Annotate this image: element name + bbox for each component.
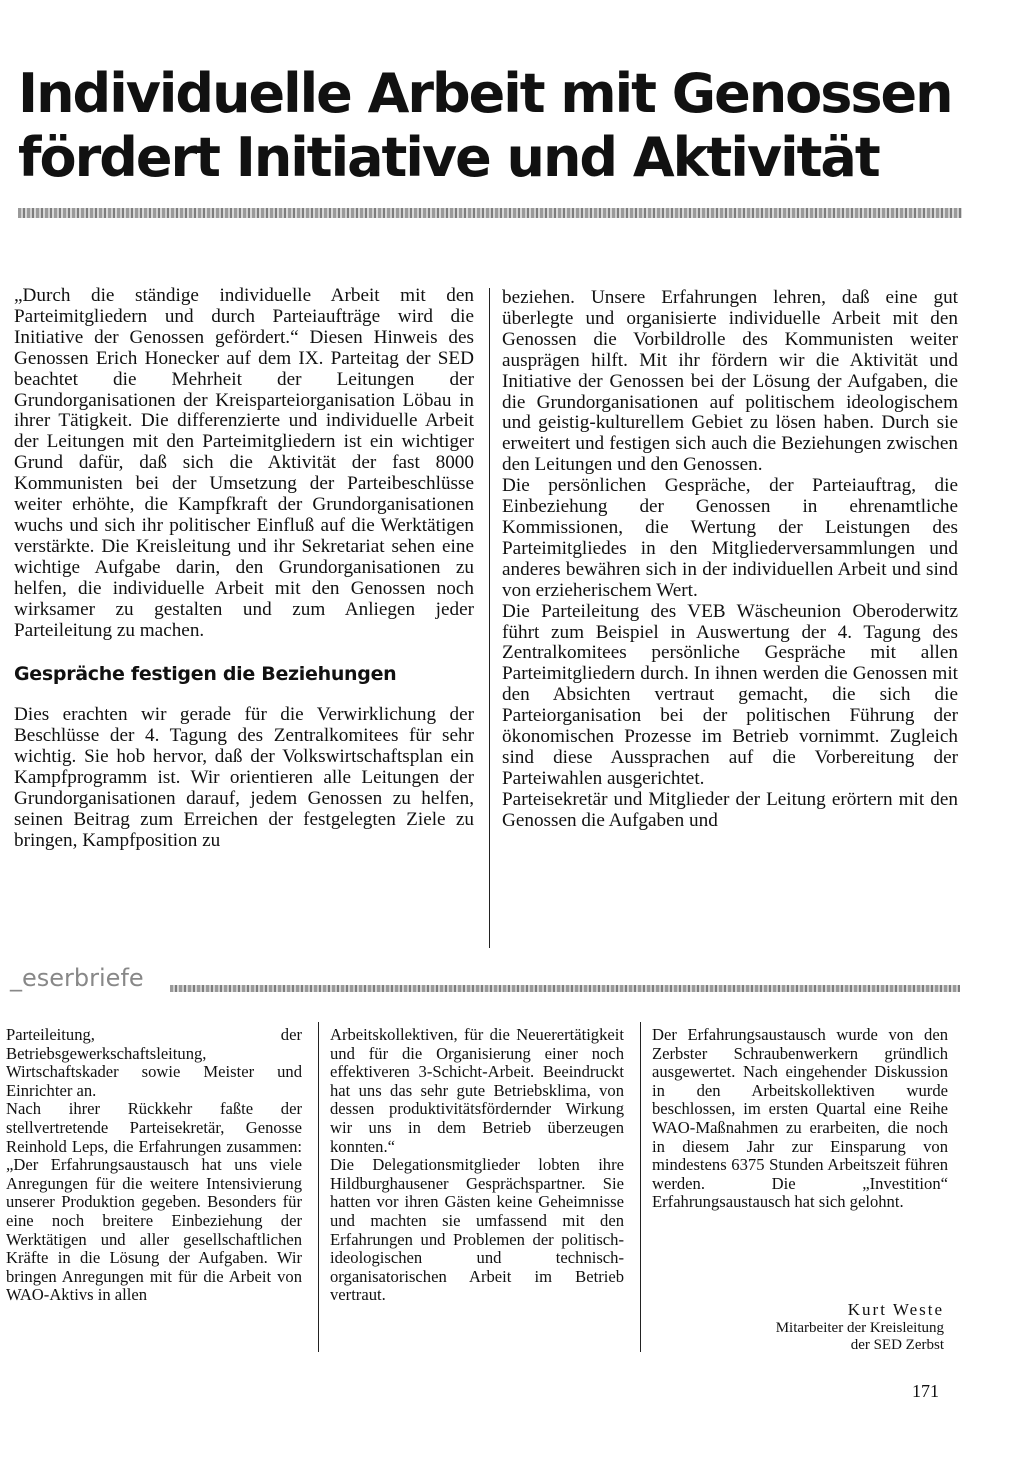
- letter-signature: [776, 1300, 944, 1354]
- article-subheading: Gespräche festigen die Beziehungen: [14, 663, 397, 686]
- letters-section-label: _eserbriefe: [10, 964, 144, 992]
- article-paragraph: Parteisekretär und Mitglieder der Leitung erörtern mit den Genossen die Aufgaben und: [502, 788, 958, 831]
- letter-paragraph: Die Delegationsmitglieder lobten ihre Hildburghausener Gesprächspartner. Sie hatten vor ihren Gästen keine Geheimnisse und machten sie umfassend mit den Erfahrungen und Problemen der politisch-ideologischen und technisch-organisatorischen Arbeit im Betrieb vertraut.: [330, 1155, 624, 1305]
- article-paragraph: „Durch die ständige individuelle Arbeit mit den Parteimitgliedern und durch Parteiaufträge wird die Initiative der Genossen gefördert.“ Diesen Hinweis des Genossen Erich Honecker auf dem IX. Parteitag der SED beachtet die Mehrheit der Leitungen der Grundorganisationen der Kreisparteiorganisation Löbau in ihrer Tätigkeit. Die differenzierte und individuelle Arbeit der Leitungen mit den Parteimitgliedern ist ein wichtiger Grund dafür, daß sich die Aktivität der fast 8000 Kommunisten bei der Umsetzung der Parteibeschlüsse weiter erhöhte, die Kampfkraft der Grundorganisationen wuchs und sich ihr politischer Einfluß auf die Werktätigen verstärkte. Die Kreisleitung und ihr Sekretariat sehen eine wichtige Aufgabe darin, den Grundorganisationen zu helfen, die individuelle Arbeit mit den Genossen noch wirksamer zu gestalten und zum Anliegen jeder Parteileitung zu machen.: [14, 285, 474, 641]
- letter-paragraph: Parteileitung, der Betriebsgewerkschaftsleitung, Wirtschaftskader sowie Meister und Einrichter an.: [6, 1025, 302, 1100]
- letter-column-3: [652, 1026, 948, 1212]
- article-paragraph: Dies erachten wir gerade für die Verwirklichung der Beschlüsse der 4. Tagung des Zentralkomitees für sehr wichtig. Sie hob hervor, daß der Volkswirtschaftsplan ein Kampfprogramm ist. Wir orientieren alle Leitungen der Grundorganisationen darauf, jedem Genossen zu helfen, seinen Beitrag zum Erreichen der festgelegten Ziele zu bringen, Kampfposition zu: [14, 704, 474, 851]
- article-headline: Individuelle Arbeit mit Genossen fördert Initiative und Aktivität: [18, 62, 952, 189]
- article-column-2: [502, 288, 958, 832]
- letter-paragraph: Der Erfahrungsaustausch wurde von den Zerbster Schraubenwerkern gründlich ausgewertet. Nach eingehender Diskussion in den Arbeitskollektiven wurde beschlossen, im ersten Quartal eine Reihe WAO-Maßnahmen zu erarbeiten, die noch in diesem Jahr zur Einsparung von mindestens 6375 Stunden Arbeitszeit führen werden. Die „Investition“ Erfahrungsaustausch hat sich gelohnt.: [652, 1025, 948, 1212]
- article-paragraph: Die persönlichen Gespräche, der Parteiauftrag, die Einbeziehung der Genossen in ehrenamtliche Kommissionen, die Wertung der Leistungen des Parteimitgliedes in den Mitgliederversammlungen und anderes bewähren sich in der individuellen Arbeit und sind von erzieherischem Wert.: [502, 475, 958, 601]
- letter-paragraph: Arbeitskollektiven, für die Neuerertätigkeit und für die Organisierung einer noch effektiveren 3-Schicht-Arbeit. Beeindruckt hat uns das sehr gute Betriebsklima, von dessen produktivitätsfördernder Wirkung wir uns in dem Betrieb überzeugen konnten.“: [330, 1025, 624, 1156]
- page-number: 171: [912, 1381, 939, 1401]
- letter-column-divider: [318, 1022, 319, 1352]
- column-divider: [489, 288, 490, 948]
- article-paragraph: Die Parteileitung des VEB Wäscheunion Oberoderwitz führt zum Beispiel in Auswertung der 4. Tagung des Zentralkomitees persönliche Gespräche mit allen Parteimitgliedern durch. In ihnen werden die Genossen mit den Absichten vertraut gemacht, die sich die Parteiorganisation bei der politischen Führung der ökonomischen Prozesse im Betrieb vornimmt. Zugleich sind diese Aussprachen auf die Vorbereitung der Parteiwahlen ausgerichtet.: [502, 600, 958, 789]
- letter-column-divider: [640, 1022, 641, 1352]
- author-organization: der SED Zerbst: [850, 1337, 944, 1353]
- article-paragraph: beziehen. Unsere Erfahrungen lehren, daß eine gut überlegte und organisierte individuelle Arbeit mit den Genossen die Vorbildrolle des Kommunisten weiter ausprägen hilft. Mit ihr fördern wir die Aktivität und Initiative der Genossen bei der Lösung der Aufgaben, die die Grundorganisationen auf politischem ideologischem und geistig-kulturellem Gebiet zu lösen haben. Durch sie erweitert und festigen sich auch die Beziehungen zwischen den Leitungen und den Genossen.: [502, 287, 958, 476]
- article-column-1: [14, 286, 474, 852]
- author-role: Mitarbeiter der Kreisleitung: [775, 1320, 944, 1336]
- letter-column-1: [6, 1026, 302, 1305]
- letter-paragraph: Nach ihrer Rückkehr faßte der stellvertretende Parteisekretär, Genosse Reinhold Leps, die Erfahrungen zusammen: „Der Erfahrungsaustausch hat uns viele Anregungen für die weitere Intensivierung unserer Produktion gegeben. Besonders für eine noch breitere Einbeziehung der Werktätigen und aller gesellschaftlichen Kräfte in die Lösung der Aufgaben. Wir bringen Anregungen mit für die Arbeit von WAO-Aktivs in allen: [6, 1099, 302, 1305]
- author-name: Kurt Weste: [847, 1300, 944, 1319]
- headline-rule: [18, 208, 962, 218]
- letter-column-2: [330, 1026, 624, 1305]
- letters-section-rule: [170, 985, 960, 992]
